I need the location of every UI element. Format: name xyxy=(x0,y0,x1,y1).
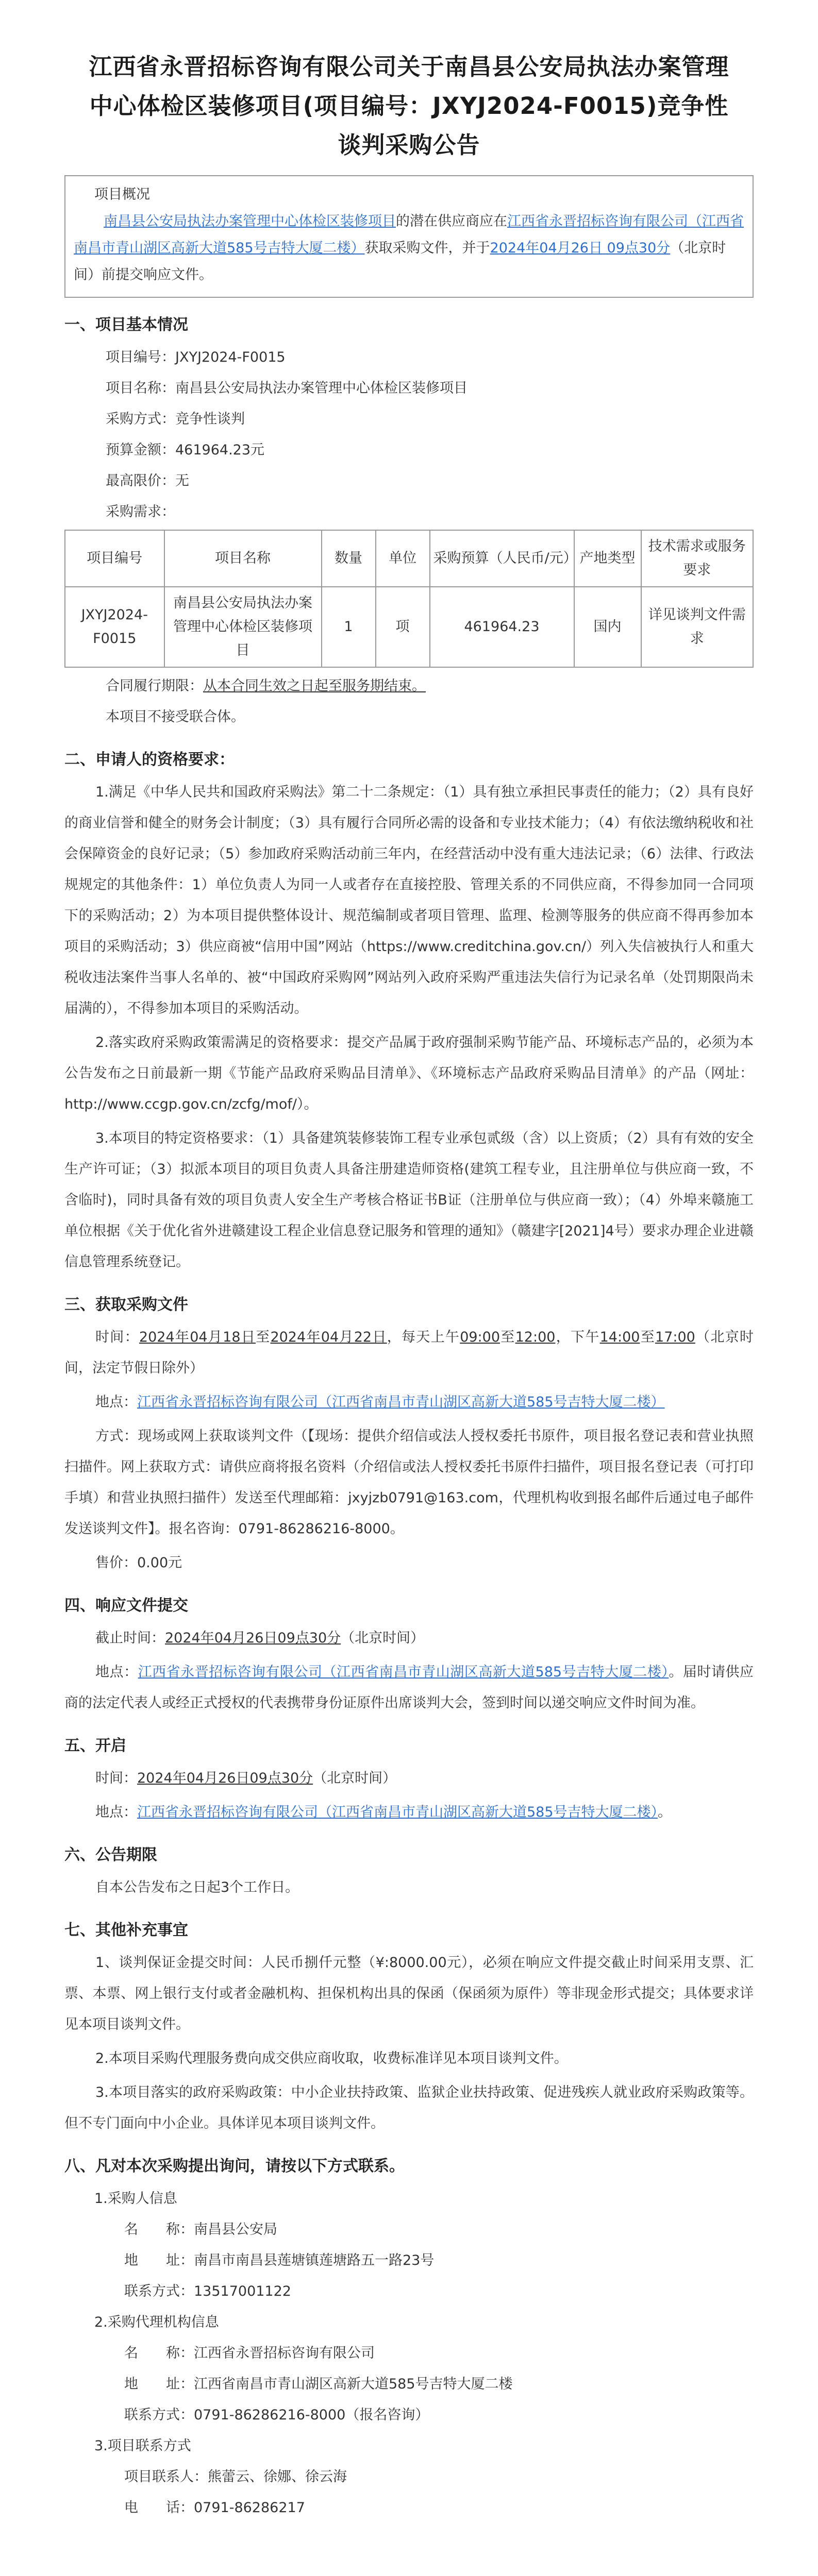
acquire-date-start: 2024年04月18日 xyxy=(139,1329,256,1345)
acquire-place xyxy=(64,1387,754,1418)
contract-period xyxy=(64,671,754,702)
col-unit: 单位 xyxy=(376,530,430,587)
qualification-3: 3.本项目的特定资格要求：（1）具备建筑装修装饰工程专业承包贰级（含）以上资质；（2）具有有效的安全生产许可证；（3）拟派本项目的项目负责人具备注册建造师资格(建筑工程专业，且注册单位与供应商一致，不含临时)，同时具备有效的项目负责人安全生产考核合格证书B证（注册单位与供应商一致）；（4）外埠来赣施工单位根据《关于优化省外进赣建设工程企业信息登记服务和管理的通知》（赣建字[2021]4号）要求办理企业进赣信息管理系统登记。 xyxy=(64,1130,754,1270)
submit-deadline-value: 2024年04月26日09点30分 xyxy=(165,1630,341,1646)
opening-place-link[interactable]: 江西省永晋招标咨询有限公司（江西省南昌市青山湖区高新大道585号吉特大厦二楼） xyxy=(137,1804,658,1820)
agency-address: 地 址：江西省南昌市青山湖区高新大道585号吉特大厦二楼 xyxy=(124,2376,513,2392)
summary-text-end: （北京时间）前提交响应文件。 xyxy=(74,240,726,283)
purchaser-phone: 联系方式：13517001122 xyxy=(124,2283,291,2299)
col-budget: 采购预算（人民币/元） xyxy=(430,530,574,587)
submit-deadline-tz: （北京时间） xyxy=(341,1630,425,1646)
acquire-pm-start: 14:00 xyxy=(599,1329,640,1345)
cell-requirements: 详见谈判文件需求 xyxy=(641,587,754,667)
procurement-demand-label: 采购需求： xyxy=(106,504,175,520)
requirements-table xyxy=(64,530,754,668)
contact-phone: 电 话：0791-86286217 xyxy=(124,2500,305,2516)
table-row xyxy=(65,587,753,667)
acquire-to3: 至 xyxy=(640,1329,656,1345)
submit-deadline-label: 截止时间： xyxy=(95,1630,165,1646)
document-price: 售价：0.00元 xyxy=(95,1555,182,1571)
col-origin: 产地类型 xyxy=(574,530,641,587)
procurement-method: 采购方式：竞争性谈判 xyxy=(106,411,245,427)
acquire-place-label: 地点： xyxy=(95,1394,137,1410)
contact-people: 项目联系人：熊蕾云、徐娜、徐云海 xyxy=(124,2469,347,2485)
budget-amount: 预算金额：461964.23元 xyxy=(106,442,265,458)
summary-heading: 项目概况 xyxy=(94,187,150,202)
purchaser-address: 地 址：南昌市南昌县莲塘镇莲塘路五一路23号 xyxy=(124,2252,435,2268)
section-1-heading: 一、项目基本情况 xyxy=(64,316,188,334)
acquire-pm-end: 17:00 xyxy=(655,1329,695,1345)
col-quantity: 数量 xyxy=(322,530,376,587)
acquire-to: 至 xyxy=(256,1329,271,1345)
submit-place-tail: 。届时请供应商的法定代表人或经正式授权的代表携带身份证原件出席谈判大会，签到时间以递交响应文件时间为准。 xyxy=(64,1664,754,1711)
acquire-am-start: 09:00 xyxy=(460,1329,500,1345)
summary-text-mid: 的潜在供应商应在 xyxy=(396,213,507,229)
acquire-time-label: 时间： xyxy=(95,1329,139,1345)
section-8-heading: 八、凡对本次采购提出询问，请按以下方式联系。 xyxy=(64,2157,405,2175)
acquire-to2: 至 xyxy=(500,1329,515,1345)
section-4-heading: 四、响应文件提交 xyxy=(64,1597,188,1615)
submit-deadline xyxy=(64,1623,754,1654)
summary-text-mid2: 获取采购文件，并于 xyxy=(364,240,490,256)
opening-place-tail: 。 xyxy=(658,1804,672,1820)
project-summary-box xyxy=(64,175,754,298)
opening-time-tz: （北京时间） xyxy=(313,1770,397,1786)
page-title: 江西省永晋招标咨询有限公司关于南昌县公安局执法办案管理中心体检区装修项目(项目编号：JXYJ2024-F0015)竞争性谈判采购公告 xyxy=(89,53,729,159)
cell-project-name: 南昌县公安局执法办案管理中心体检区装修项目 xyxy=(164,587,322,667)
contact-heading: 3.项目联系方式 xyxy=(94,2438,191,2454)
cell-unit: 项 xyxy=(376,587,430,667)
qualification-1: 1.满足《中华人民共和国政府采购法》第二十二条规定：（1）具有独立承担民事责任的能力；（2）具有良好的商业信誉和健全的财务会计制度；（3）具有履行合同所必需的设备和专业技术能力；（4）有依法缴纳税收和社会保障资金的良好记录；（5）参加政府采购活动前三年内，在经营活动中没有重大违法记录；（6）法律、行政法规规定的其他条件：1）单位负责人为同一人或者存在直接控股、管理关系的不同供应商，不得参加同一合同项下的采购活动；2）为本项目提供整体设计、规范编制或者项目管理、监理、检测等服务的供应商不得再参加本项目的采购活动；3）供应商被“信用中国”网站（https://www.creditchina.gov.cn/）列入失信被执行人和重大税收违法案件当事人名单的、被“中国政府采购网”网站列入政府采购严重违法失信行为记录名单（处罚期限尚未届满的），不得参加本项目的采购活动。 xyxy=(64,784,754,1016)
cell-origin: 国内 xyxy=(574,587,641,667)
acquire-tz: （北京时间，法定节假日除外） xyxy=(64,1329,754,1376)
opening-place-label: 地点： xyxy=(95,1804,137,1820)
agency-heading: 2.采购代理机构信息 xyxy=(94,2314,219,2330)
acquire-date-end: 2024年04月22日 xyxy=(270,1329,387,1345)
max-price: 最高限价：无 xyxy=(106,473,189,489)
cell-quantity: 1 xyxy=(322,587,376,667)
agency-name: 名 称：江西省永晋招标咨询有限公司 xyxy=(124,2345,375,2361)
agency-phone: 联系方式：0791-86286216-8000（报名咨询） xyxy=(124,2407,429,2423)
section-2-heading: 二、申请人的资格要求： xyxy=(64,751,235,769)
project-number: 项目编号：JXYJ2024-F0015 xyxy=(106,349,286,365)
acquire-place-link[interactable]: 江西省永晋招标咨询有限公司（江西省南昌市青山湖区高新大道585号吉特大厦二楼） xyxy=(137,1394,665,1410)
announcement-period: 自本公告发布之日起3个工作日。 xyxy=(95,1879,299,1895)
opening-time xyxy=(64,1763,754,1794)
supplement-3: 3.本项目落实的政府采购政策：中小企业扶持政策、监狱企业扶持政策、促进残疾人就业政府采购政策等。但不专门面向中小企业。具体详见本项目谈判文件。 xyxy=(64,2084,754,2131)
contract-period-label: 合同履行期限： xyxy=(106,678,203,694)
section-6-heading: 六、公告期限 xyxy=(64,1846,157,1864)
opening-time-value: 2024年04月26日09点30分 xyxy=(137,1770,313,1786)
submit-place-label: 地点： xyxy=(95,1664,138,1680)
summary-project-link[interactable]: 南昌县公安局执法办案管理中心体检区装修项目 xyxy=(104,213,396,229)
acquire-pm: ，下午 xyxy=(555,1329,600,1345)
opening-time-label: 时间： xyxy=(95,1770,137,1786)
acquire-method: 方式：现场或网上获取谈判文件（【现场：提供介绍信或法人授权委托书原件，项目报名登记表和营业执照扫描件。网上获取方式：请供应商将报名资料（介绍信或法人授权委托书原件扫描件，项目报名登记表（可打印手填）和营业执照扫描件）发送至代理邮箱：jxyjzb0791@163.com，代理机构收到报名邮件后通过电子邮件发送谈判文件】。报名咨询：0791-86286216-8000。 xyxy=(64,1428,754,1537)
section-5-heading: 五、开启 xyxy=(64,1737,126,1755)
supplement-2: 2.本项目采购代理服务费向成交供应商收取，收费标准详见本项目谈判文件。 xyxy=(95,2050,568,2066)
project-name: 项目名称：南昌县公安局执法办案管理中心体检区装修项目 xyxy=(106,380,468,396)
submit-place-link[interactable]: 江西省永晋招标咨询有限公司（江西省南昌市青山湖区高新大道585号吉特大厦二楼） xyxy=(138,1664,669,1680)
table-header-row xyxy=(65,530,753,587)
summary-deadline: 2024年04月26日 09点30分 xyxy=(490,240,671,256)
acquire-time xyxy=(64,1322,754,1384)
supplement-1: 1、谈判保证金提交时间：人民币捌仟元整（¥:8000.00元），必须在响应文件提交截止时间采用支票、汇票、本票、网上银行支付或者金融机构、担保机构出具的保函（保函须为原件）等非现金形式提交；具体要求详见本项目谈判文件。 xyxy=(64,1955,754,2032)
opening-place xyxy=(64,1797,754,1828)
no-consortium: 本项目不接受联合体。 xyxy=(106,709,245,725)
cell-project-no: JXYJ2024-F0015 xyxy=(65,587,164,667)
purchaser-name: 名 称：南昌县公安局 xyxy=(124,2222,277,2238)
cell-budget: 461964.23 xyxy=(430,587,574,667)
purchaser-heading: 1.采购人信息 xyxy=(94,2191,177,2207)
acquire-daily: ，每天上午 xyxy=(387,1329,460,1345)
acquire-am-end: 12:00 xyxy=(515,1329,556,1345)
qualification-2: 2.落实政府采购政策需满足的资格要求：提交产品属于政府强制采购节能产品、环境标志产品的，必须为本公告发布之日前最新一期《节能产品政府采购品目清单》、《环境标志产品政府采购品目清单》的产品（网址：http://www.ccgp.gov.cn/zcfg/mof/）。 xyxy=(64,1035,754,1112)
summary-place-link[interactable]: 江西省永晋招标咨询有限公司（江西省南昌市青山湖区高新大道585号吉特大厦二楼） xyxy=(74,213,744,256)
contract-period-value: 从本合同生效之日起至服务期结束。 xyxy=(203,678,426,694)
col-project-no: 项目编号 xyxy=(65,530,164,587)
section-3-heading: 三、获取采购文件 xyxy=(64,1296,188,1314)
col-project-name: 项目名称 xyxy=(164,530,322,587)
col-requirements: 技术需求或服务要求 xyxy=(641,530,754,587)
section-7-heading: 七、其他补充事宜 xyxy=(64,1921,188,1939)
summary-text xyxy=(74,208,744,289)
submit-place xyxy=(64,1657,754,1719)
